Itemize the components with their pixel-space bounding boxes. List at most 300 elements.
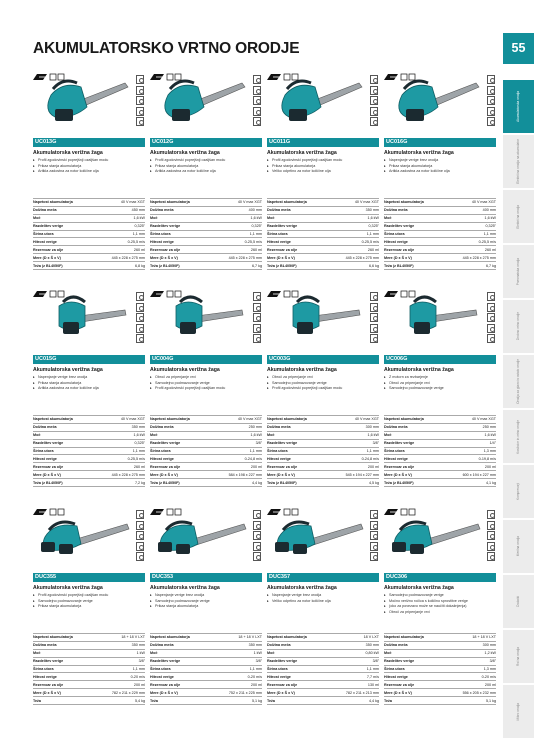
- spec-row: [267, 206, 379, 214]
- product-card: [33, 290, 145, 485]
- spec-value: 260 ml: [94, 246, 145, 254]
- side-tab[interactable]: [503, 685, 534, 739]
- feature-item: ▸ Močno verižno ročica s količino sprostitve verige: [384, 599, 496, 605]
- pictogram-icon: [370, 303, 378, 312]
- spec-value: 200 ml: [211, 681, 262, 689]
- spec-row: [150, 246, 262, 254]
- spec-value: 1,1 mm: [94, 447, 145, 455]
- model-code: UC004G: [150, 355, 262, 364]
- side-tab[interactable]: [503, 300, 534, 354]
- spec-value: 40 V max XGT: [445, 199, 496, 207]
- pictogram-icon: [487, 324, 495, 333]
- spec-row: [33, 423, 145, 431]
- product-card: [384, 73, 496, 268]
- spec-row: [267, 423, 379, 431]
- feature-item: ▸ Veliko odprtino za notor količine olja: [267, 169, 379, 175]
- spec-value: 445 x 228 x 275 mm: [94, 254, 145, 262]
- spec-label: Mere (D x Š x V): [267, 254, 328, 262]
- feature-item: ▸ Napenjanje verige brez orodja: [384, 158, 496, 164]
- spec-label: Hitrost verige: [267, 673, 328, 681]
- feature-item: ▸ Obroč za pripenjanje vrvi: [267, 375, 379, 381]
- spec-label: Dolžina meča: [150, 641, 211, 649]
- spec-value: 350 mm: [94, 423, 145, 431]
- spec-label: Teža (z BL4050F): [267, 262, 328, 270]
- product-image: [267, 508, 379, 573]
- spec-row: [384, 681, 496, 689]
- spec-value: 400 mm: [445, 206, 496, 214]
- spec-value: 350 mm: [328, 206, 379, 214]
- feature-item: ▸ Samodejno podmazovanje verige: [384, 386, 496, 392]
- product-card: [150, 290, 262, 485]
- spec-row: [150, 416, 262, 424]
- spec-table: [384, 415, 496, 487]
- spec-value: 200 ml: [328, 463, 379, 471]
- spec-row: [150, 230, 262, 238]
- spec-label: Mere (D x Š x V): [267, 471, 328, 479]
- spec-label: Hitrost verige: [384, 673, 445, 681]
- spec-row: [267, 199, 379, 207]
- spec-value: 6,7 kg: [211, 262, 262, 270]
- side-tab-label: Dodatki: [515, 596, 520, 607]
- product-name: Akumulatorska verižna žaga: [150, 367, 220, 373]
- product-card: [267, 290, 379, 485]
- spec-row: [150, 657, 262, 665]
- pictogram-icon: [487, 531, 495, 540]
- spec-label: Moč: [33, 214, 94, 222]
- spec-row: [150, 222, 262, 230]
- pictogram-icon: [370, 292, 378, 301]
- feature-item: ▸ Napenjanje verige brez orodja: [33, 375, 145, 381]
- spec-value: 4,5 kg: [328, 479, 379, 487]
- spec-value: 350 mm: [211, 641, 262, 649]
- spec-row: [267, 246, 379, 254]
- spec-row: [33, 673, 145, 681]
- feature-item: ▸ Obroč za pripenjanje vrvi: [384, 381, 496, 387]
- spec-value: 0,325": [328, 222, 379, 230]
- feature-item: ▸ Prikaz stanja akumulatorja: [33, 381, 145, 387]
- spec-label: Dolžina meča: [384, 423, 445, 431]
- spec-row: [33, 246, 145, 254]
- spec-label: Hitrost verige: [150, 238, 211, 246]
- feature-item: ▸ Samodejno podmazovanje verige: [33, 599, 145, 605]
- spec-table: [384, 633, 496, 705]
- spec-label: Rezervoar za olje: [267, 463, 328, 471]
- side-tab-label: Orodja za glavo in ostalo orodje: [515, 359, 520, 404]
- pictogram-icon: [370, 313, 378, 322]
- feature-item: ▸ Profil zgodovinski poprejšnji ozaljšan modu: [33, 593, 145, 599]
- side-tab[interactable]: [503, 520, 534, 574]
- pictogram-icon: [136, 542, 144, 551]
- spec-row: [150, 214, 262, 222]
- spec-label: Rezervoar za olje: [267, 246, 328, 254]
- product-card: [33, 508, 145, 703]
- spec-value: 3/8": [328, 439, 379, 447]
- spec-label: Hitrost verige: [33, 238, 94, 246]
- spec-row: [384, 423, 496, 431]
- spec-row: [33, 681, 145, 689]
- side-tab[interactable]: [503, 135, 534, 189]
- spec-label: Napetost akumulatorja: [267, 634, 328, 642]
- spec-label: Napetost akumulatorja: [33, 416, 94, 424]
- spec-label: Napetost akumulatorja: [267, 416, 328, 424]
- spec-label: Moč: [267, 214, 328, 222]
- spec-row: [33, 689, 145, 697]
- spec-value: 40 V max XGT: [94, 199, 145, 207]
- spec-row: [384, 439, 496, 447]
- spec-row: [384, 206, 496, 214]
- feature-item: ▸ Obroč za pripenjanje vrvi: [150, 375, 262, 381]
- spec-value: 1,6 kW: [445, 214, 496, 222]
- spec-label: Razdelitev verige: [384, 439, 445, 447]
- spec-label: Razdelitev verige: [33, 439, 94, 447]
- side-tab-label: Pnevmatska orodja: [515, 257, 520, 286]
- pictogram-icon: [253, 75, 261, 84]
- spec-label: Razdelitev verige: [384, 657, 445, 665]
- pictogram-icon: [136, 552, 144, 561]
- spec-value: 1 kW: [94, 649, 145, 657]
- chainsaw-image: [150, 508, 250, 564]
- feature-list: [33, 375, 145, 392]
- spec-value: 0,325": [211, 222, 262, 230]
- pictogram-icon: [370, 75, 378, 84]
- spec-label: Napetost akumulatorja: [384, 416, 445, 424]
- spec-label: Moč: [267, 431, 328, 439]
- spec-label: Napetost akumulatorja: [267, 199, 328, 207]
- pictogram-icon: [253, 313, 261, 322]
- spec-label: Razdelitev verige: [33, 222, 94, 230]
- feature-item: ▸ Prikaz stanja akumulatorja: [384, 164, 496, 170]
- spec-label: Hitrost verige: [150, 455, 211, 463]
- side-tab-label: Kompresorji: [515, 482, 520, 500]
- spec-label: Razdelitev verige: [150, 222, 211, 230]
- spec-value: 1,3 mm: [445, 447, 496, 455]
- spec-row: [384, 254, 496, 262]
- spec-label: Moč: [150, 214, 211, 222]
- spec-value: 1,1 mm: [94, 665, 145, 673]
- side-tab[interactable]: [503, 245, 534, 299]
- spec-row: [384, 230, 496, 238]
- spec-label: Teža: [384, 697, 445, 705]
- spec-row: [267, 641, 379, 649]
- spec-label: Rezervoar za olje: [150, 681, 211, 689]
- spec-value: 7,7 m/s: [328, 673, 379, 681]
- pictogram-icon: [487, 542, 495, 551]
- spec-label: Hitrost verige: [150, 673, 211, 681]
- spec-table: [150, 633, 262, 705]
- spec-value: 782 x 211 x 213 mm: [328, 689, 379, 697]
- side-tab[interactable]: [503, 630, 534, 684]
- pictogram-icon: [370, 117, 378, 126]
- feature-item: ▸ Samodejno podmazovanje verige: [267, 381, 379, 387]
- spec-value: 1 kW: [211, 649, 262, 657]
- spec-value: 0-25,5 m/s: [445, 238, 496, 246]
- product-name: Akumulatorska verižna žaga: [150, 150, 220, 156]
- pictogram-icon: [253, 107, 261, 116]
- spec-row: [150, 206, 262, 214]
- spec-table: [33, 198, 145, 270]
- spec-label: Rezervoar za olje: [384, 246, 445, 254]
- spec-row: [33, 641, 145, 649]
- spec-value: 6,8 kg: [94, 262, 145, 270]
- feature-pictograms: [370, 292, 379, 345]
- spec-value: 6,7 kg: [445, 262, 496, 270]
- spec-value: 200 ml: [445, 681, 496, 689]
- spec-label: Širina utora: [150, 230, 211, 238]
- feature-item: ▸ Artikla zadostna za notor količine olja: [384, 169, 496, 175]
- spec-value: 1,1 mm: [211, 447, 262, 455]
- model-code: UC015G: [33, 355, 145, 364]
- spec-row: [33, 479, 145, 487]
- spec-value: 445 x 228 x 275 mm: [445, 254, 496, 262]
- spec-value: 0,80 kW: [328, 649, 379, 657]
- side-tab[interactable]: [503, 355, 534, 409]
- spec-row: [267, 681, 379, 689]
- feature-pictograms: [136, 510, 145, 563]
- spec-table: [267, 415, 379, 487]
- spec-value: 400 mm: [211, 206, 262, 214]
- spec-value: 300 mm: [328, 423, 379, 431]
- spec-label: Mere (D x Š x V): [384, 254, 445, 262]
- side-tab[interactable]: [503, 465, 534, 519]
- side-tab[interactable]: [503, 410, 534, 464]
- spec-row: [150, 238, 262, 246]
- pictogram-icon: [253, 324, 261, 333]
- spec-row: [384, 665, 496, 673]
- spec-row: [33, 439, 145, 447]
- model-code: DUC357: [267, 573, 379, 582]
- feature-pictograms: [253, 510, 262, 563]
- spec-row: [150, 665, 262, 673]
- feature-item: ▸ Profil zgodovinski poprejšnji ozaljšan modu: [150, 158, 262, 164]
- spec-row: [384, 214, 496, 222]
- spec-row: [150, 455, 262, 463]
- spec-value: 4,4 kg: [328, 697, 379, 705]
- spec-value: 18 V LXT: [328, 634, 379, 642]
- model-code: UC016G: [384, 138, 496, 147]
- spec-row: [384, 649, 496, 657]
- pictogram-icon: [136, 96, 144, 105]
- spec-row: [267, 230, 379, 238]
- side-tab-label: Ročna orodja: [515, 647, 520, 666]
- feature-item: ▸ Z motorn za rezbarjenje: [384, 375, 496, 381]
- spec-value: 0,325": [445, 222, 496, 230]
- spec-value: 0,325": [94, 222, 145, 230]
- spec-label: Rezervoar za olje: [33, 463, 94, 471]
- spec-label: Hitrost verige: [384, 455, 445, 463]
- feature-item: ▸ (oko za povezavo može se naučiti dokažnjenja): [384, 604, 496, 610]
- spec-row: [33, 262, 145, 270]
- spec-value: 0-20 m/s: [94, 673, 145, 681]
- brushless-logo-icon: [384, 290, 416, 298]
- feature-list: [267, 593, 379, 604]
- spec-label: Širina utora: [267, 447, 328, 455]
- model-code: UC012G: [150, 138, 262, 147]
- pictogram-icon: [370, 96, 378, 105]
- model-code: UC006G: [384, 355, 496, 364]
- side-tab[interactable]: [503, 190, 534, 244]
- spec-value: 1,1 mm: [328, 230, 379, 238]
- spec-label: Širina utora: [33, 230, 94, 238]
- spec-value: 0,325": [94, 439, 145, 447]
- spec-row: [384, 238, 496, 246]
- feature-list: [33, 593, 145, 610]
- product-image: [267, 290, 379, 355]
- spec-row: [33, 657, 145, 665]
- brushless-logo-icon: [33, 73, 65, 81]
- spec-row: [33, 471, 145, 479]
- feature-item: ▸ Napenjanje verige brez orodja: [267, 593, 379, 599]
- pictogram-icon: [253, 117, 261, 126]
- spec-value: 40 V max XGT: [328, 416, 379, 424]
- brushless-logo-icon: [267, 508, 299, 516]
- spec-value: 1,1 mm: [211, 665, 262, 673]
- pictogram-icon: [253, 96, 261, 105]
- spec-row: [150, 262, 262, 270]
- product-name: Akumulatorska verižna žaga: [33, 585, 103, 591]
- pictogram-icon: [487, 292, 495, 301]
- spec-row: [384, 673, 496, 681]
- pictogram-icon: [136, 107, 144, 116]
- side-tab-label: Električna orodja na akumulator: [515, 139, 520, 184]
- spec-row: [384, 463, 496, 471]
- spec-row: [33, 431, 145, 439]
- chainsaw-image: [33, 290, 133, 346]
- feature-item: ▸ Profil zgodovinski poprejšnji ozaljšan modu: [150, 386, 262, 392]
- spec-value: 0-24,8 m/s: [211, 455, 262, 463]
- spec-label: Dolžina meča: [33, 423, 94, 431]
- product-name: Akumulatorska verižna žaga: [33, 367, 103, 373]
- spec-row: [384, 657, 496, 665]
- feature-pictograms: [253, 75, 262, 128]
- side-tab-label: Drobno vrtno orodje: [515, 312, 520, 341]
- spec-value: 1,6 kW: [445, 431, 496, 439]
- spec-row: [150, 471, 262, 479]
- spec-row: [150, 463, 262, 471]
- spec-table: [150, 415, 262, 487]
- spec-value: 260 ml: [94, 463, 145, 471]
- pictogram-icon: [253, 542, 261, 551]
- brushless-logo-icon: [384, 73, 416, 81]
- product-card: [150, 508, 262, 703]
- spec-row: [33, 649, 145, 657]
- spec-label: Rezervoar za olje: [384, 681, 445, 689]
- feature-list: [33, 158, 145, 175]
- model-code: DUC355: [33, 573, 145, 582]
- feature-list: [150, 158, 262, 175]
- spec-table: [267, 198, 379, 270]
- spec-row: [267, 673, 379, 681]
- side-tabs: [503, 80, 534, 755]
- chainsaw-image: [150, 290, 250, 346]
- spec-label: Širina utora: [384, 230, 445, 238]
- spec-row: [267, 416, 379, 424]
- product-image: [267, 73, 379, 138]
- spec-table: [33, 415, 145, 487]
- spec-label: Dolžina meča: [384, 641, 445, 649]
- spec-value: 556 x 205 x 232 mm: [445, 689, 496, 697]
- spec-label: Mere (D x Š x V): [33, 689, 94, 697]
- pictogram-icon: [136, 303, 144, 312]
- spec-label: Mere (D x Š x V): [150, 254, 211, 262]
- pictogram-icon: [136, 334, 144, 343]
- feature-pictograms: [487, 292, 496, 345]
- side-tab[interactable]: [503, 80, 534, 134]
- spec-row: [267, 222, 379, 230]
- spec-row: [150, 641, 262, 649]
- spec-row: [267, 479, 379, 487]
- pictogram-icon: [136, 324, 144, 333]
- spec-label: Moč: [150, 649, 211, 657]
- product-name: Akumulatorska verižna žaga: [384, 585, 454, 591]
- spec-row: [150, 689, 262, 697]
- spec-label: Rezervoar za olje: [384, 463, 445, 471]
- product-name: Akumulatorska verižna žaga: [384, 150, 454, 156]
- spec-value: 1,6 kW: [94, 214, 145, 222]
- spec-row: [33, 416, 145, 424]
- spec-value: 584 x 198 x 227 mm: [211, 471, 262, 479]
- pictogram-icon: [136, 531, 144, 540]
- feature-item: ▸ Prikaz stanja akumulatorja: [33, 164, 145, 170]
- spec-row: [267, 447, 379, 455]
- spec-value: 40 V max XGT: [328, 199, 379, 207]
- spec-value: 40 V max XGT: [211, 416, 262, 424]
- spec-row: [33, 463, 145, 471]
- spec-label: Mere (D x Š x V): [267, 689, 328, 697]
- spec-row: [384, 697, 496, 705]
- chainsaw-image: [33, 73, 133, 129]
- pictogram-icon: [370, 531, 378, 540]
- spec-row: [33, 214, 145, 222]
- product-card: [150, 73, 262, 268]
- spec-label: Moč: [384, 431, 445, 439]
- spec-value: 782 x 211 x 229 mm: [94, 689, 145, 697]
- spec-label: Širina utora: [33, 665, 94, 673]
- spec-row: [33, 254, 145, 262]
- spec-label: Dolžina meča: [384, 206, 445, 214]
- pictogram-icon: [487, 86, 495, 95]
- spec-row: [150, 649, 262, 657]
- pictogram-icon: [487, 75, 495, 84]
- spec-value: 445 x 228 x 275 mm: [328, 254, 379, 262]
- pictogram-icon: [253, 531, 261, 540]
- spec-row: [267, 431, 379, 439]
- spec-label: Dolžina meča: [267, 206, 328, 214]
- product-image: [150, 508, 262, 573]
- spec-label: Hitrost verige: [33, 673, 94, 681]
- product-image: [384, 290, 496, 355]
- spec-row: [150, 439, 262, 447]
- side-tab[interactable]: [503, 575, 534, 629]
- product-image: [384, 73, 496, 138]
- spec-label: Teža: [267, 697, 328, 705]
- spec-row: [150, 681, 262, 689]
- product-name: Akumulatorska verižna žaga: [267, 150, 337, 156]
- spec-row: [384, 455, 496, 463]
- spec-value: 260 ml: [328, 246, 379, 254]
- spec-label: Hitrost verige: [267, 238, 328, 246]
- pictogram-icon: [487, 552, 495, 561]
- spec-value: 1,3 mm: [445, 665, 496, 673]
- spec-value: 250 mm: [211, 423, 262, 431]
- spec-value: 200 ml: [445, 463, 496, 471]
- product-image: [33, 73, 145, 138]
- spec-label: Teža (z BL4050F): [267, 479, 328, 487]
- spec-label: Teža (z BL4050F): [33, 479, 94, 487]
- feature-item: ▸ Prikaz stanja akumulatorja: [267, 164, 379, 170]
- feature-item: ▸ Profil zgodovinski poprejšnji ozaljšan modu: [33, 158, 145, 164]
- feature-list: [267, 158, 379, 175]
- pictogram-icon: [487, 510, 495, 519]
